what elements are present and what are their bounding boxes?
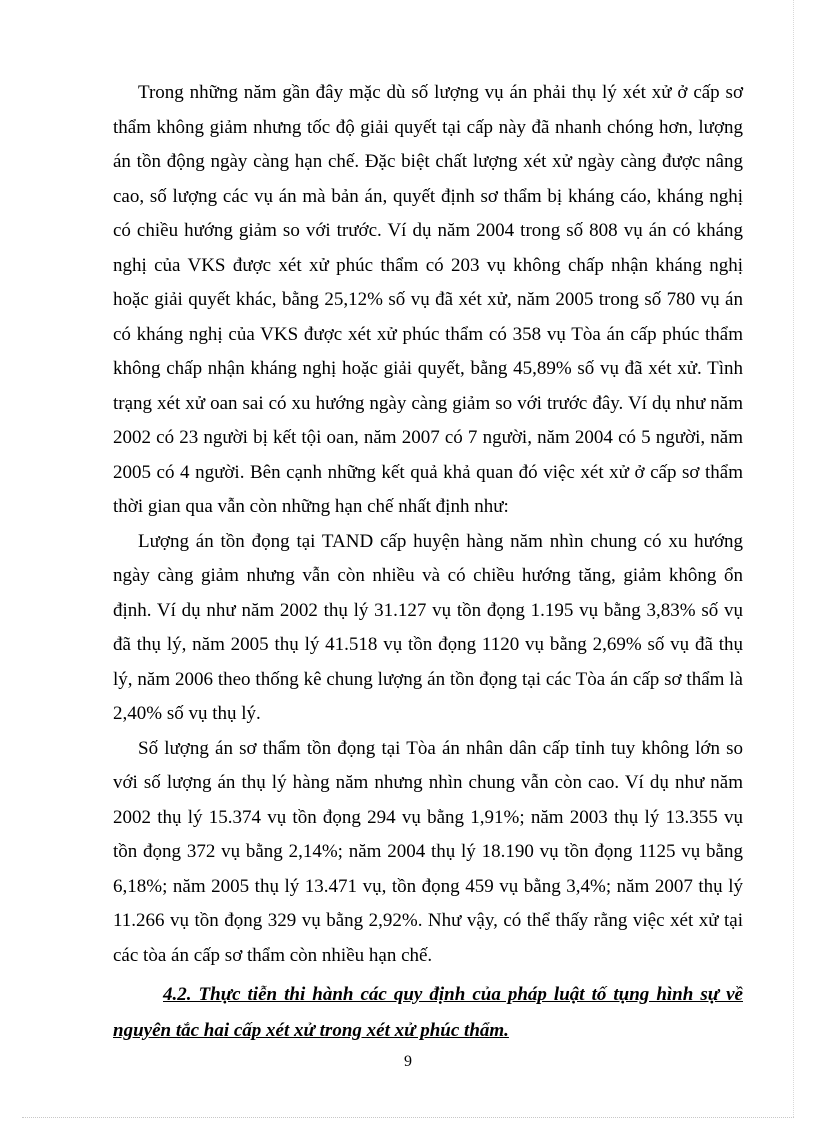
document-page bbox=[113, 76, 743, 1049]
section-heading: 4.2. Thực tiễn thi hành các quy định của pháp luật tố tụng hình sự về nguyên tắc hai cấp xét xử trong xét xử phúc thẩm. bbox=[113, 984, 743, 1041]
page-number: 9 bbox=[404, 1053, 412, 1070]
paragraph-2: Lượng án tồn đọng tại TAND cấp huyện hàng năm nhìn chung có xu hướng ngày càng giảm nhưng vẫn còn nhiều và có chiều hướng tăng, giảm không ổn định. Ví dụ như năm 2002 thụ lý 31.127 vụ tồn đọng 1.195 vụ bằng 3,83% số vụ đã thụ lý, năm 2005 thụ lý 41.518 vụ tồn đọng 1120 vụ bằng 2,69% số vụ đã thụ lý, năm 2006 theo thống kê chung lượng án tồn đọng tại các Tòa án cấp sơ thẩm là 2,40% số vụ thụ lý. bbox=[113, 530, 743, 724]
paragraph-1: Trong những năm gần đây mặc dù số lượng vụ án phải thụ lý xét xử ở cấp sơ thẩm không giảm nhưng tốc độ giải quyết tại cấp này đã nhanh chóng hơn, lượng án tồn động ngày càng hạn chế. Đặc biệt chất lượng xét xử ngày càng được nâng cao, số lượng các vụ án mà bản án, quyết định sơ thẩm bị kháng cáo, kháng nghị có chiều hướng giảm so với trước. Ví dụ năm 2004 trong số 808 vụ án có kháng nghị của VKS được xét xử phúc thẩm có 203 vụ không chấp nhận kháng nghị hoặc giải quyết khác, bằng 25,12% số vụ đã xét xử, năm 2005 trong số 780 vụ án có kháng nghị của VKS được xét xử phúc thẩm có 358 vụ Tòa án cấp phúc thẩm không chấp nhận kháng nghị hoặc giải quyết, bằng 45,89% số vụ đã xét xử. Tình trạng xét xử oan sai có xu hướng ngày càng giảm so với trước đây. Ví dụ như năm 2002 có 23 người bị kết tội oan, năm 2007 có 7 người, năm 2004 có 5 người, năm 2005 có 4 người. Bên cạnh những kết quả khả quan đó việc xét xử ở cấp sơ thẩm thời gian qua vẫn còn những hạn chế nhất định như: bbox=[113, 82, 743, 517]
page-bottom-divider bbox=[22, 1117, 794, 1118]
page-margin-divider bbox=[793, 0, 794, 1117]
paragraph-3: Số lượng án sơ thẩm tồn đọng tại Tòa án nhân dân cấp tỉnh tuy không lớn so với số lượng án thụ lý hàng năm nhưng nhìn chung vẫn còn cao. Ví dụ như năm 2002 thụ lý 15.374 vụ tồn đọng 294 vụ bằng 1,91%; năm 2003 thụ lý 13.355 vụ tồn đọng 372 vụ bằng 2,14%; năm 2004 thụ lý 18.190 vụ tồn đọng 1125 vụ bằng 6,18%; năm 2005 thụ lý 13.471 vụ, tồn đọng 459 vụ bằng 3,4%; năm 2007 thụ lý 11.266 vụ tồn đọng 329 vụ bằng 2,92%. Như vậy, có thể thấy rằng việc xét xử tại các tòa án cấp sơ thẩm còn nhiều hạn chế. bbox=[113, 737, 743, 966]
